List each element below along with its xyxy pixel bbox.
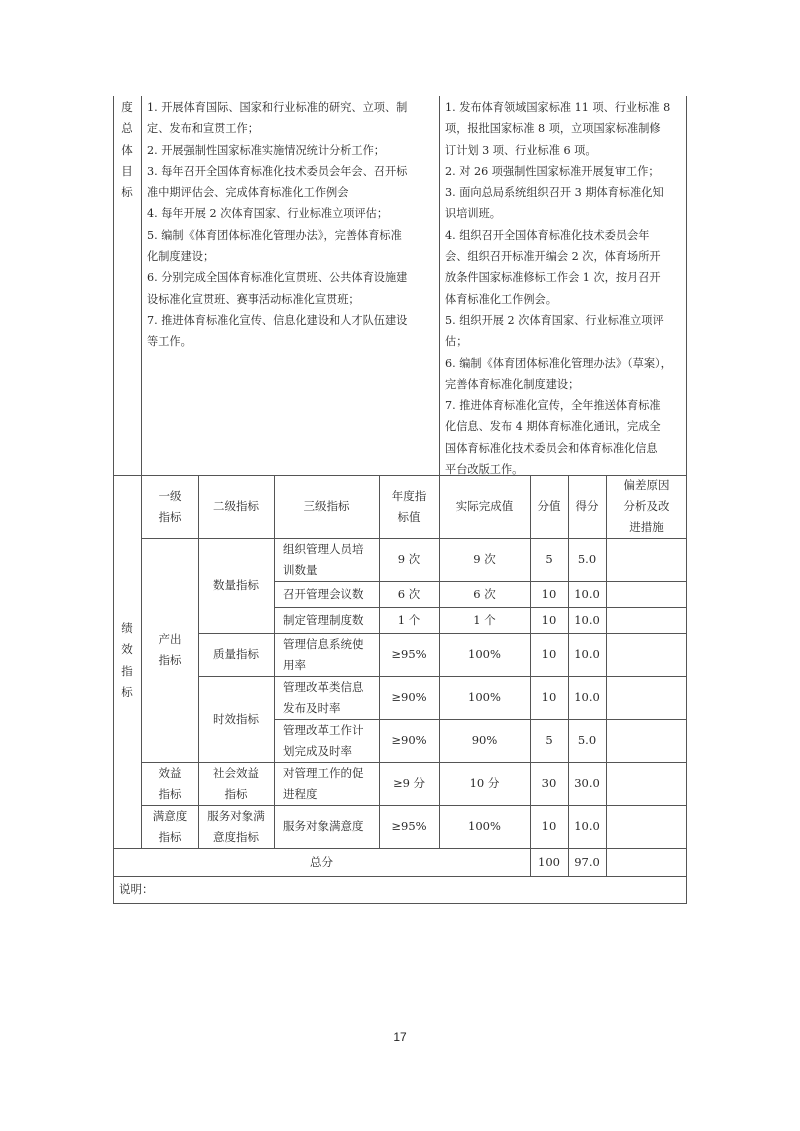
actual-objective-line: 估； xyxy=(445,335,468,349)
level3-indicator: 管理改革类信息发布及时率 xyxy=(283,679,364,715)
actual-objective-line: 1. 发布体育领域国家标准 11 项、行业标准 8 xyxy=(445,101,671,114)
planned-objective-line: 准中期评估会、完成体育标准化工作例会 xyxy=(147,186,349,200)
level3-indicator: 召开管理会议数 xyxy=(283,586,364,601)
level3-indicator: 管理改革工作计划完成及时率 xyxy=(283,722,364,758)
level2-service-satisfaction: 服务对象满意度指标 xyxy=(207,808,265,844)
planned-objective-line: 等工作。 xyxy=(147,335,192,349)
level2-social-benefit: 社会效益指标 xyxy=(213,765,259,801)
table-border-left xyxy=(113,96,114,904)
deviation-note xyxy=(606,676,686,719)
weight-value: 10 xyxy=(541,647,557,661)
score-value: 10.0 xyxy=(574,647,600,661)
target-value: 1 个 xyxy=(397,612,421,627)
planned-objectives-text xyxy=(147,97,435,353)
actual-value: 100% xyxy=(468,647,501,661)
actual-objective-line: 5. 组织开展 2 次体育国家、行业标准立项评 xyxy=(445,313,664,327)
header-level3: 三级指标 xyxy=(303,499,350,513)
actual-objective-line: 项，报批国家标准 8 项，立项国家标准制修 xyxy=(445,122,661,136)
page-number: 17 xyxy=(393,1030,407,1044)
planned-objective-line: 3. 每年召开全国体育标准化技术委员会年会、召开标 xyxy=(147,164,408,178)
deviation-note xyxy=(606,805,686,848)
target-value: ≥90% xyxy=(391,733,427,747)
planned-objective-line: 4. 每年开展 2 次体育国家、行业标准立项评估； xyxy=(147,207,389,221)
target-value: ≥95% xyxy=(391,819,427,833)
actual-objective-line: 识培训班。 xyxy=(445,207,501,221)
level3-indicator: 服务对象满意度 xyxy=(283,819,364,833)
actual-objective-line: 国体育标准化技术委员会和体育标准化信息 xyxy=(445,441,658,455)
level3-indicator: 组织管理人员培训数量 xyxy=(283,541,364,577)
weight-value: 10 xyxy=(541,586,557,601)
actual-objective-line: 放条件国家标准修标工作会 1 次，按月召开 xyxy=(445,271,661,285)
total-score: 97.0 xyxy=(574,854,600,869)
score-value: 5.0 xyxy=(577,552,597,566)
actual-objective-line: 2. 对 26 项强制性国家标准开展复审工作； xyxy=(445,164,660,178)
actual-value: 100% xyxy=(468,819,501,833)
actual-objective-line: 平台改版工作。 xyxy=(445,463,524,477)
target-value: 9 次 xyxy=(397,552,421,566)
actual-objective-line: 会、组织召开标准开编会 2 次，体育场所开 xyxy=(445,250,661,264)
total-label: 总分 xyxy=(310,854,333,869)
actual-value: 10 分 xyxy=(469,776,500,790)
table-border-bottom xyxy=(113,903,687,904)
planned-objective-line: 7. 推进体育标准化宣传、信息化建设和人才队伍建设 xyxy=(147,313,408,327)
score-value: 10.0 xyxy=(574,819,600,833)
deviation-note xyxy=(606,762,686,805)
score-value: 10.0 xyxy=(574,690,600,704)
actual-value: 100% xyxy=(468,690,501,704)
header-actual: 实际完成值 xyxy=(455,499,514,513)
weight-value: 5 xyxy=(545,733,553,747)
planned-objective-line: 设标准化宣贯班、赛事活动标准化宣贯班； xyxy=(147,292,360,306)
level2-quality: 质量指标 xyxy=(213,647,259,661)
actual-objective-line: 化信息、发布 4 期体育标准化通讯，完成全 xyxy=(445,420,661,434)
deviation-note xyxy=(606,719,686,762)
score-value: 10.0 xyxy=(574,586,600,601)
planned-objective-line: 1. 开展体育国际、国家和行业标准的研究、立项、制 xyxy=(147,101,408,114)
level1-satisfaction: 满意度指标 xyxy=(152,808,188,844)
actual-objective-line: 6. 编制《体育团体标准化管理办法》（草案）， xyxy=(445,356,672,370)
actual-value: 1 个 xyxy=(473,612,496,627)
note-label: 说明： xyxy=(119,882,154,896)
level2-timeliness: 时效指标 xyxy=(213,711,259,726)
actual-value: 9 次 xyxy=(473,552,496,566)
divider xyxy=(141,96,142,848)
actual-objectives-text xyxy=(445,97,683,480)
planned-objective-line: 6. 分别完成全国体育标准化宣贯班、公共体育设施建 xyxy=(147,271,408,285)
objectives-side-label: 度 总 体 目 标 xyxy=(121,100,133,200)
score-value: 10.0 xyxy=(574,612,600,627)
target-value: 6 次 xyxy=(397,586,421,601)
level1-output: 产出指标 xyxy=(158,632,182,667)
actual-objective-line: 7. 推进体育标准化宣传，全年推送体育标准 xyxy=(445,399,661,413)
actual-value: 6 次 xyxy=(473,586,496,601)
actual-objective-line: 完善体育标准化制度建设； xyxy=(445,377,580,391)
performance-side-label: 绩 效 指 标 xyxy=(121,621,133,699)
planned-objective-line: 2. 开展强制性国家标准实施情况统计分析工作； xyxy=(147,143,385,157)
deviation-note xyxy=(606,607,686,633)
weight-value: 10 xyxy=(541,690,557,704)
deviation-note xyxy=(606,538,686,581)
actual-objective-line: 3. 面向总局系统组织召开 3 期体育标准化知 xyxy=(445,186,664,200)
header-weight: 分值 xyxy=(537,499,561,513)
weight-value: 5 xyxy=(545,552,553,566)
target-value: ≥9 分 xyxy=(392,776,426,790)
weight-value: 10 xyxy=(541,612,557,627)
level1-benefit: 效益指标 xyxy=(158,765,182,801)
weight-value: 30 xyxy=(541,776,557,790)
actual-value: 90% xyxy=(471,733,498,747)
actual-objective-line: 订计划 3 项、行业标准 6 项。 xyxy=(445,143,597,157)
planned-objective-line: 化制度建设； xyxy=(147,250,215,264)
header-score: 得分 xyxy=(575,499,599,513)
actual-objective-line: 体育标准化工作例会。 xyxy=(445,292,557,306)
header-level2: 二级指标 xyxy=(213,499,259,513)
level3-indicator: 管理信息系统使用率 xyxy=(283,636,364,672)
planned-objective-line: 5. 编制《体育团体标准化管理办法》，完善体育标准 xyxy=(147,228,402,242)
table-border-right xyxy=(686,96,687,904)
target-value: ≥90% xyxy=(391,690,427,704)
divider xyxy=(439,96,440,475)
total-weight: 100 xyxy=(538,854,560,869)
header-target: 年度指标值 xyxy=(391,488,427,524)
planned-objective-line: 定、发布和宣贯工作； xyxy=(147,122,259,136)
score-value: 5.0 xyxy=(577,733,597,747)
weight-value: 10 xyxy=(541,819,557,833)
actual-objective-line: 4. 组织召开全国体育标准化技术委员会年 xyxy=(445,228,650,242)
level2-quantity: 数量指标 xyxy=(213,578,259,592)
level3-indicator: 制定管理制度数 xyxy=(283,612,364,627)
level3-indicator: 对管理工作的促进程度 xyxy=(283,765,364,801)
header-level1: 一级指标 xyxy=(158,488,182,524)
target-value: ≥95% xyxy=(391,647,427,661)
deviation-note xyxy=(606,633,686,676)
score-value: 30.0 xyxy=(574,776,600,790)
deviation-note xyxy=(606,581,686,607)
header-deviation: 偏差原因分析及改进措施 xyxy=(623,478,670,534)
